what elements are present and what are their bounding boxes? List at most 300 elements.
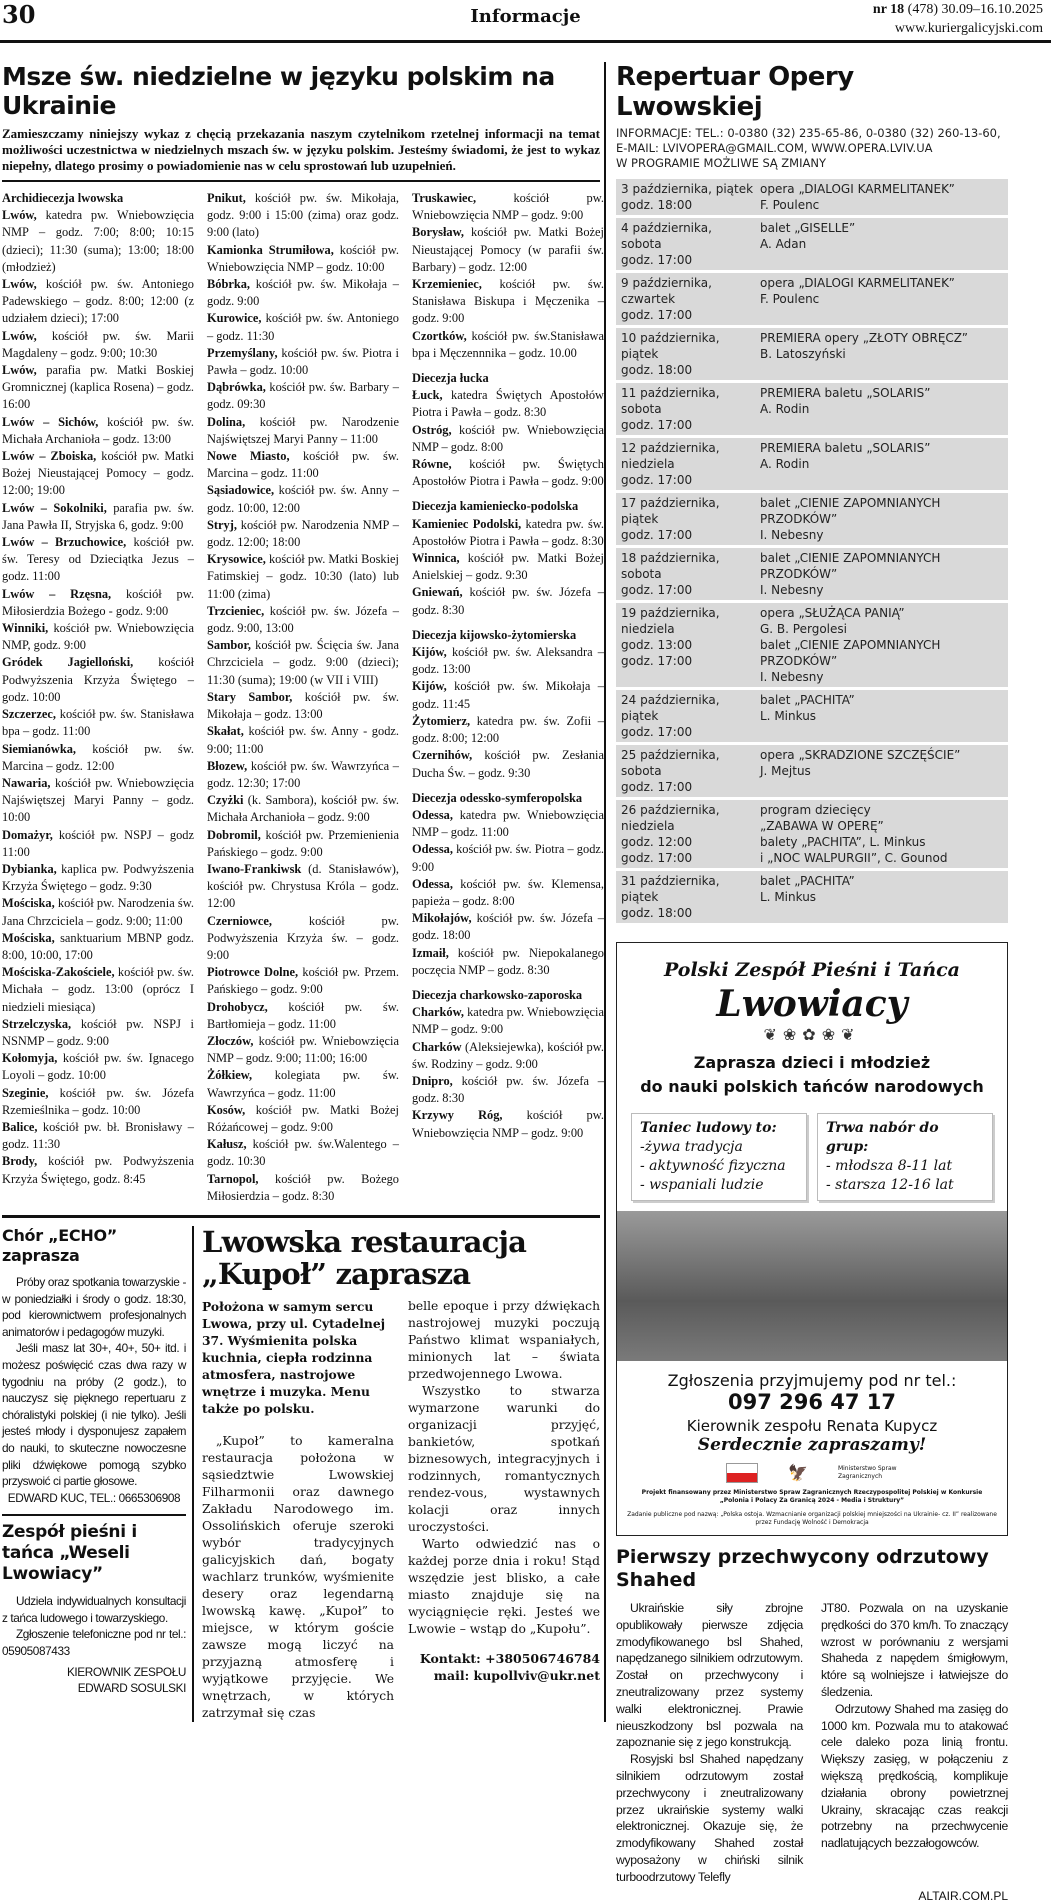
mass-details: kościół pw. Matki Bożej Nieustającej Pomocy (w parafii św. Barbary) – godz. 12:00 <box>412 225 604 274</box>
ministry-logo-text: Ministerstwo Spraw Zagranicznych <box>837 1465 897 1480</box>
mass-details: kościół pw. NSPJ i NSNMP – godz. 9:00 <box>2 1016 194 1048</box>
zespol-headline: Zespół pieśni i tańca „Weseli Lwowiacy” <box>2 1522 137 1585</box>
church-location: Izmaił, <box>412 945 449 960</box>
church-location: Lwów, <box>2 328 37 343</box>
mass-entry <box>207 1102 399 1136</box>
mass-entry <box>2 328 194 362</box>
performance-program <box>760 747 1003 795</box>
divider <box>2 180 600 182</box>
mass-details: kościół pw. św. Józefa Rzemieślnika – godz. 10:00 <box>2 1085 194 1117</box>
right-section <box>616 62 1008 1904</box>
church-location: Żytomierz, <box>412 713 471 728</box>
date-line: godz. 17:00 <box>621 308 693 322</box>
kupol-lead: Położona w samym sercu Lwowa, przy ul. Cytadelnej 37. Wyśmienita polska kuchnia, ciepła rodzinna atmosfera, nastrojowe wnętrze i muzyka. Menu także po polsku. <box>202 1298 386 1416</box>
mass-entry <box>207 517 399 551</box>
program-line: A. Rodin <box>760 402 810 416</box>
church-location: Lwów – Sichów, <box>2 414 99 429</box>
mass-entry <box>207 482 399 516</box>
paragraph: Wszystko to stwarza wymarzone warunki do organizacji przyjęć, bankietów, spotkań biznesowych, integracyjnych i rodzinnych, romantycznych rendez-vous, wystawnych kolacji oraz innych uroczystości. <box>408 1383 600 1534</box>
mass-entry <box>412 644 604 678</box>
mass-details: (d. Stanisławów), kościół pw. Chrystusa Króla – godz. 12:00 <box>207 861 399 911</box>
mass-details: kościół pw. św. Mikołaja, godz. 9:00 i 15:00 (zima) oraz godz. 9:00 (lato) <box>207 191 399 240</box>
mass-entry <box>207 827 399 861</box>
mass-details: katedra Świętych Apostołów Piotra i Pawła – godz. 8:30 <box>412 388 604 420</box>
mass-entry <box>2 1085 194 1119</box>
mass-details: kościół pw. Wniebowzięcia NMP – godz. 9:00 <box>412 1108 604 1140</box>
program-line: „ZABAWA W OPERĘ” <box>760 819 884 833</box>
date-line: godz. 17:00 <box>621 418 693 432</box>
mass-entry <box>412 328 604 362</box>
opera-row <box>616 690 1008 742</box>
program-line: J. Mejtus <box>760 764 811 778</box>
opera-row <box>616 548 1008 600</box>
church-location: Winniki, <box>2 621 49 636</box>
church-location: Czerniowce, <box>207 913 273 928</box>
program-line: opera „SŁUŻĄCA PANIĄ” <box>760 606 905 620</box>
church-location: Łuck, <box>412 388 443 403</box>
mass-details: katedra pw. św. Zofii – godz. 8:00; 12:00 <box>412 713 604 746</box>
church-location: Kamionka Strumiłowa, <box>207 242 334 257</box>
mass-details: kościół pw. Podwyższenia Krzyża św. – godz. 9:00 <box>207 913 399 962</box>
shahed-source: ALTAIR.COM.PL <box>918 1888 1008 1903</box>
paragraph: belle epoque i przy dźwiękach nastrojowej muzyki poczują Państwo klimat wspaniałych, minionych lat – świata przedwojennego Lwowa. <box>408 1298 600 1381</box>
mass-entry <box>207 689 399 723</box>
msze-headline: Msze św. niedzielne w języku polskim na Ukrainie <box>2 62 555 120</box>
mass-details: kościół pw. św.Walentego – godz. 10:30 <box>207 1137 399 1169</box>
church-location: Iwano-Frankiwsk <box>207 861 302 876</box>
church-location: Gniewań, <box>412 585 463 600</box>
diocese-heading: Diecezja odessko-symferopolska <box>412 790 583 805</box>
ad-call: Zgłoszenia przyjmujemy pod nr tel.: <box>667 1371 957 1390</box>
church-location: Dolina, <box>207 414 246 429</box>
mass-entry <box>207 758 399 792</box>
opera-info-line: W PROGRAMIE MOŻLIWE SĄ ZMIANY <box>616 156 826 170</box>
church-location: Strzelczyska, <box>2 1016 72 1031</box>
ad-invite <box>617 1051 1007 1099</box>
program-line: L. Minkus <box>760 709 817 723</box>
church-location: Dobromil, <box>207 827 261 842</box>
mass-entry <box>412 807 604 841</box>
mass-entry <box>2 534 194 586</box>
performance-date <box>621 330 760 378</box>
ad-card-dance <box>631 1113 807 1201</box>
ad-invite-line: do nauki polskich tańców narodowych <box>640 1077 984 1096</box>
mass-details: kościół pw. św. Antoniego – godz. 11:30 <box>207 311 399 343</box>
zespol-signature: EDWARD SOSULSKI <box>77 1681 186 1696</box>
mass-entry <box>207 1067 399 1101</box>
program-line: balet „CIENIE ZAPOMNIANYCH PRZODKÓW” <box>760 638 941 668</box>
mass-details: katedra pw. św. Apostołów Piotra i Pawła – godz. 8:30 <box>412 516 605 548</box>
opera-headline: Repertuar Opery Lwowskiej <box>616 62 854 122</box>
mass-details: kościół pw. św. Ignacego Loyoli – godz. 10:00 <box>2 1051 194 1083</box>
church-location: Brody, <box>2 1154 38 1169</box>
church-location: Nowe Miasto, <box>207 449 290 464</box>
mass-entry <box>207 448 399 482</box>
mass-details: kościół pw. św. Józefa – godz. 8:30 <box>412 1073 604 1106</box>
paragraph: Próby oraz spotkania towarzyskie - w poniedziałki i środy o godz. 18:30, pod kierownictwem profesjonalnych animatorów i pedagogów muzyki. <box>2 1274 186 1339</box>
mass-entry <box>2 741 194 775</box>
kupol-phone: Kontakt: +380506746784 <box>419 1650 600 1666</box>
mass-details: kościół pw. św. Teresy od Dzieciątka Jezus – godz. 11:00 <box>2 535 194 584</box>
date-line: 25 października, sobota <box>621 748 720 778</box>
mass-entry <box>412 224 604 276</box>
polish-flag-icon <box>726 1463 758 1483</box>
mass-details: kościół pw. św. Mikołaja – godz. 9:00 <box>207 277 399 309</box>
program-line: B. Latoszyński <box>760 347 846 361</box>
mass-entry <box>412 713 604 747</box>
dancers-photo <box>617 1211 1007 1361</box>
performance-date <box>621 692 760 740</box>
mass-entry <box>412 1004 604 1038</box>
mass-entry <box>207 310 399 344</box>
performance-date <box>621 873 760 921</box>
mass-details: kościół pw. św. Stanisława Biskupa i Męczenika – godz. 9:00 <box>412 277 604 326</box>
opera-repertoire-table <box>616 179 1008 926</box>
church-location: Stryj, <box>207 517 237 532</box>
mass-entry <box>207 637 399 689</box>
divider <box>2 1215 600 1218</box>
date-line: 24 października, piątek <box>621 693 720 723</box>
divider <box>2 1514 186 1516</box>
mass-details: kościół pw. Świętych Apostołów Piotra i Pawła – godz. 9:00 <box>412 457 604 489</box>
ad-ensemble: Polski Zespół Pieśni i Tańca <box>664 959 960 981</box>
mass-details: kościół pw. Matki Bożej Anielskiej – godz. 9:30 <box>412 551 604 583</box>
performance-date <box>621 220 760 268</box>
msze-intro: Zamieszczamy niniejszy wykaz z chęcią przekazania naszym czytelnikom rzetelnej informacji na temat możliwości uczestnictwa w niedzielnych mszach św. w języku polskim. Jesteśmy świadomi, że jest to wykaz niepełny, dlatego prosimy o powiadomienie nas w celu sprostowań lub uzupełnień. <box>2 126 600 173</box>
church-location: Trzcieniec, <box>207 603 265 618</box>
program-line: balet „CIENIE ZAPOMNIANYCH PRZODKÓW” <box>760 551 941 581</box>
kupol-contact <box>408 1650 600 1684</box>
diocese-heading: Diecezja kijowsko-żytomierska <box>412 627 577 642</box>
program-line: I. Nebesny <box>760 583 824 597</box>
mass-entry <box>2 861 194 895</box>
program-line: PREMIERA baletu „SOLARIS” <box>760 386 931 400</box>
performance-program <box>760 802 1003 866</box>
ad-invite-line: Zaprasza dzieci i młodzież <box>693 1053 931 1072</box>
church-location: Borysław, <box>412 225 464 240</box>
mass-details: kościół pw. Zesłania Ducha Św. – godz. 9:30 <box>412 748 604 780</box>
date-line: 12 października, niedziela <box>621 441 720 471</box>
program-line: A. Adan <box>760 237 807 251</box>
mass-details: kościół pw. Narodzenia NMP – godz. 12:00; 18:00 <box>207 517 399 550</box>
performance-date <box>621 605 760 685</box>
mass-entry <box>207 603 399 637</box>
opera-row <box>616 603 1008 687</box>
church-location: Złoczów, <box>207 1033 254 1048</box>
issue-number: nr 18 <box>872 2 905 17</box>
mass-entry <box>207 551 399 603</box>
mass-details: kościół pw. Matki Boskiej Fatimskiej – godz. 10:30 (lato) lub 11:00 (zima) <box>207 552 399 601</box>
performance-date <box>621 495 760 543</box>
opera-info <box>616 126 1008 171</box>
mass-details: kościół pw. św. Marcina – godz. 11:00 <box>207 449 400 481</box>
mass-entry <box>2 827 194 861</box>
mass-entry <box>207 379 399 413</box>
folk-ornament-icon: ❦❀✿❀❦ <box>763 1027 861 1044</box>
church-location: Tarnopol, <box>207 1171 259 1186</box>
performance-program <box>760 181 1003 213</box>
opera-info-line: INFORMACJE: TEL.: 0-0380 (32) 235-65-86, 0-0380 (32) 260-13-60, <box>616 126 1001 140</box>
program-line: opera „DIALOGI KARMELITANEK” <box>760 276 955 290</box>
performance-program <box>760 275 1003 323</box>
program-line: I. Nebesny <box>760 528 824 542</box>
mass-entry <box>207 276 399 310</box>
church-location: Balice, <box>2 1119 38 1134</box>
card-item: - wspaniali ludzie <box>640 1177 764 1193</box>
church-location: Skałat, <box>207 724 244 739</box>
ad-card-recruit <box>817 1113 993 1201</box>
mass-details: katedra pw. Wniebowzięcia NMP – godz. 7:00; 8:00; 10:15 (dzieci); 11:30 (suma); 13:00; 18:00 (młodzież) <box>2 208 194 274</box>
program-line: balet „PACHITA” <box>760 874 855 888</box>
church-location: Lwów – Brzuchowice, <box>2 535 127 550</box>
mass-details: kościół pw. Wniebowzięcia NMP, godz. 9:00 <box>2 621 194 653</box>
opera-info-line: E-MAIL: LVIVOPERA@GMAIL.COM, WWW.OPERA.LVIV.UA <box>616 141 933 155</box>
date-line: 10 października, piątek <box>621 331 720 361</box>
paragraph: Ukraińskie siły zbrojne opublikowały pierwsze zdjęcia zmodyfikowanego bsl Shahed, napędzanego silnikiem odrzutowym. Został on przechwycony i zneutralizowany przez systemy walki elektronicznej. Prawie nieuszkodzony bsl pozwala na zapoznanie się z jego konstrukcją. <box>616 1601 803 1750</box>
echo-signature: EDWARD KUC, TEL.: 0665306908 <box>7 1490 181 1505</box>
performance-program <box>760 873 1003 921</box>
mass-details: kościół pw. Matki Bożej Różańcowej – godz. 9:00 <box>207 1102 399 1134</box>
mass-entry <box>2 414 194 448</box>
church-location: Szczerzec, <box>2 707 56 722</box>
mass-column-2 <box>207 190 399 1205</box>
church-location: Równe, <box>412 457 452 472</box>
opera-row <box>616 383 1008 435</box>
mass-entry <box>2 930 194 964</box>
mass-details: kaplica pw. Podwyższenia Krzyża Świętego – godz. 9:30 <box>2 861 194 894</box>
church-location: Kałusz, <box>207 1137 247 1152</box>
mass-entry <box>412 456 604 490</box>
mass-details: kościół pw. św.Stanisława bpa i Męczennnika – godz. 10.00 <box>412 328 604 360</box>
church-location: Truskawiec, <box>412 191 477 205</box>
mass-details: kościół pw. św. Józefa – godz. 9:00, 13:00 <box>207 603 399 636</box>
mass-details: katedra pw. Wniebowzięcia NMP – godz. 9:00 <box>412 1005 605 1037</box>
church-location: Siemianówka, <box>2 741 77 756</box>
mass-details: kościół pw. Wniebowzięcia Najświętszej Maryi Panny – godz. 10:00 <box>2 775 194 825</box>
performance-program <box>760 385 1003 433</box>
church-location: Winnica, <box>412 551 460 566</box>
performance-date <box>621 440 760 488</box>
church-location: Sambor, <box>207 638 251 653</box>
ad-leader: Kierownik zespołu Renata Kupycz <box>686 1417 938 1435</box>
mass-entry <box>2 706 194 740</box>
diocese-heading: Diecezja charkowsko-zaporoska <box>412 987 583 1002</box>
mass-entry <box>2 207 194 276</box>
mass-details: kościół pw. Przem. Pańskiego – godz. 9:00 <box>207 965 399 997</box>
mass-details: kościół pw. Wniebowzięcia NMP – godz. 9:00 <box>412 191 604 223</box>
church-location: Charków <box>412 1039 462 1054</box>
paragraph: „Kupoł” to kameralna restauracja położona w sąsiedztwie Lwowskiej Filharmonii oraz dawnego Zakładu Narodowego im. Ossolińskich oferuje szeroki wybór tradycyjnych galicyjskich dań, bogaty wachlarz trunków, wyśmienite desery oraz legendarną lwowską kawę. „Kupoł” to miejsce, w którym goście zawsze mogą liczyć na przyjazną atmosferę i wyjątkowe przyjęcie. We wnętrzach, w których zatrzymał się czas <box>202 1433 394 1720</box>
date-line: godz. 17:00 <box>621 473 693 487</box>
mass-details: kolegiata pw. św. Wawrzyńca – godz. 11:00 <box>207 1068 399 1100</box>
mass-entry <box>412 910 604 944</box>
mass-entry <box>412 387 604 421</box>
lwowiacy-advertisement <box>616 942 1008 1536</box>
mass-details: kościół pw. św. Bartłomieja – godz. 11:00 <box>207 999 399 1031</box>
issue-dates: (478) 30.09–16.10.2025 <box>904 2 1043 17</box>
church-location: Lwów, <box>2 208 37 223</box>
mass-details: kościół pw. św. Józefa – godz. 8:30 <box>412 585 604 617</box>
mass-details: kościół pw. Niepokalanego poczęcia NMP – godz. 8:30 <box>412 945 604 977</box>
paragraph: Rosyjski bsl Shahed napędzany silnikiem odrzutowym został przechwycony i zneutralizowany przez ukraińskie systemy walki elektronicznej. Okazuje się, że zmodyfikowany Shahed został wyposażony w chiński silnik turboodrzutowy Telefly <box>616 1752 803 1884</box>
mass-details: kościół pw. św. Piotra i Pawła – godz. 10:00 <box>207 345 399 378</box>
church-location: Lwów – Sokolniki, <box>2 500 107 515</box>
church-location: Mościska, <box>2 896 55 911</box>
church-location: Lwów, <box>2 363 37 378</box>
mass-entry <box>207 190 399 242</box>
program-line: balet „PACHITA” <box>760 693 855 707</box>
mass-entry <box>2 1119 194 1153</box>
ad-funding: Projekt finansowany przez Ministerstwo Spraw Zagranicznych Rzeczypospolitej Polskiej w Konkursie „Polonia i Polacy Za Granicą 2024 - Media i Struktury” <box>641 1489 983 1504</box>
program-line: I. Nebesny <box>760 670 824 684</box>
mass-entry <box>2 448 194 500</box>
mass-details: kościół pw. św. Anny – godz. 10:00, 12:00 <box>207 483 399 515</box>
mass-entry <box>2 586 194 620</box>
date-line: godz. 13:00 <box>621 638 693 652</box>
card-title: Taniec ludowy to: <box>640 1120 777 1136</box>
section-title: Informacje <box>470 6 581 27</box>
program-line: program dziecięcy <box>760 803 871 817</box>
mass-entry <box>207 242 399 276</box>
mass-details: kościół pw. Bożego Miłosierdzia – godz. 8:30 <box>207 1171 399 1203</box>
mass-details: kościół pw. św. Klemensa, papieża – godz. 8:00 <box>412 876 604 908</box>
mass-details: kościół pw. św. Marii Magdaleny – godz. 9:00; 10:30 <box>2 328 194 360</box>
mass-details: kościół pw. św. Mikołaja – godz. 11:45 <box>412 679 604 711</box>
paragraph: Udziela indywidualnych konsultacji z tańca ludowego i towarzyskiego. <box>2 1594 186 1625</box>
performance-program <box>760 550 1003 598</box>
mass-details: (Aleksiejewka), kościół pw. św. Rodziny – godz. 9:00 <box>412 1039 604 1071</box>
mass-details: kościół pw. Matki Bożej Nieustającej Pomocy – godz. 12:00; 19:00 <box>2 449 194 498</box>
opera-row <box>616 871 1008 923</box>
church-location: Pnikut, <box>207 191 246 205</box>
date-line: godz. 17:00 <box>621 780 693 794</box>
opera-row <box>616 179 1008 215</box>
performance-program <box>760 692 1003 740</box>
mass-entry <box>207 1171 399 1205</box>
mass-column-1 <box>2 190 194 1205</box>
performance-program <box>760 605 1003 685</box>
church-location: Kamieniec Podolski, <box>412 516 522 531</box>
mass-details: kościół pw. Wniebowzięcia NMP – godz. 10:00 <box>207 242 399 274</box>
mass-entry <box>412 516 604 550</box>
mass-entry <box>2 654 194 706</box>
mass-entry <box>412 422 604 456</box>
church-location: Bóbrka, <box>207 277 251 292</box>
website-link[interactable]: www.kuriergalicyjski.com <box>894 21 1043 36</box>
opera-row <box>616 493 1008 545</box>
date-line: godz. 17:00 <box>621 528 693 542</box>
church-location: Kosów, <box>207 1102 246 1117</box>
church-location: Gródek Jagielloński, <box>2 655 134 670</box>
zespol-signature: KIEROWNIK ZESPOŁU <box>66 1664 186 1679</box>
opera-row <box>616 438 1008 490</box>
paragraph: Odrzutowy Shahed ma zasięg do 1000 km. Pozwala mu to atakować cele daleko poza linią frontu. Większy zasięg, w połączeniu z większą prędkością, komplikuje działania obrony powietrznej Ukrainy, skracając czas reakcji potrzebny na przechwycenie nadlatujących bezzałogowców. <box>821 1701 1008 1851</box>
kupol-headline: Lwowska restauracja „Kupoł” zaprasza <box>202 1224 527 1291</box>
mass-details: parafia pw. św. Jana Pawła II, Stryjska 6, godz. 9:00 <box>2 500 194 532</box>
date-line: godz. 17:00 <box>621 851 693 865</box>
date-line: godz. 12:00 <box>621 835 693 849</box>
echo-headline: Chór „ECHO” zaprasza <box>2 1225 117 1265</box>
kupol-email[interactable]: mail: kupollviv@ukr.net <box>433 1667 600 1683</box>
mass-details: kościół pw. św. Barbary – godz. 09:30 <box>207 380 399 412</box>
mass-details: kościół pw. św. Aleksandra – godz. 13:00 <box>412 645 604 677</box>
mass-details: kościół Podwyższenia Krzyża Świętego – godz. 10:00 <box>2 655 195 704</box>
church-location: Czyżki <box>207 793 244 808</box>
date-line: godz. 17:00 <box>621 725 693 739</box>
date-line: 3 października, piątek <box>621 182 754 196</box>
mass-entry <box>207 913 399 965</box>
church-location: Czernihów, <box>412 748 473 763</box>
mass-entry <box>207 792 399 826</box>
mass-entry <box>207 414 399 448</box>
kupol-column-2 <box>408 1298 600 1722</box>
mass-details: kościół pw. Wniebowzięcia NMP – godz. 8:00 <box>412 422 604 454</box>
mass-entry <box>2 1153 194 1187</box>
date-line: godz. 17:00 <box>621 654 693 668</box>
mass-details: kościół pw. bł. Bronisławy – godz. 11:30 <box>2 1119 194 1152</box>
card-item: -żywa tradycja <box>640 1139 743 1155</box>
mass-entry <box>412 1107 604 1141</box>
church-location: Krzemieniec, <box>412 277 482 292</box>
date-line: 19 października, niedziela <box>621 606 720 636</box>
mass-details: katedra pw. Wniebowzięcia NMP – godz. 11:00 <box>412 807 604 840</box>
paragraph: JT80. Pozwala on na uzyskanie prędkości do 370 km/h. To znaczący wzrost w porównaniu z wersjami Shaheda z napędem śmigłowym, które są wolniejsze i łatwiejsze do śledzenia. <box>821 1601 1008 1699</box>
paragraph: Warto odwiedzić nas o każdej porze dnia i roku! Stąd wszędzie jest blisko, a całe miasto znajduje się na wyciągnięcie ręki. Jesteś we Lwowie – wstąp do „Kupołu”. <box>408 1536 600 1636</box>
mass-entry <box>2 500 194 534</box>
church-location: Odessa, <box>412 876 453 891</box>
church-location: Piotrowce Dolne, <box>207 965 299 980</box>
church-location: Stary Sambor, <box>207 689 293 704</box>
paragraph: Jeśli masz lat 30+, 40+, 50+ itd. i możesz poświęcić czas dwa razy w tygodniu na próby (2 godz.), to nauczysz się pięknego repertuaru z chóralistyki polskiej (i nie tylko). Jeśli jesteś młody i dysponujesz zapałem do nauki, to skuteczne nowoczesne pliki dźwiękowe pomogą szybko przyswoić ci partie głosowe. <box>2 1341 186 1489</box>
program-line: F. Poulenc <box>760 198 820 212</box>
program-line: balet „CIENIE ZAPOMNIANYCH PRZODKÓW” <box>760 496 941 526</box>
performance-date <box>621 385 760 433</box>
issue-info <box>873 0 1043 38</box>
mass-details: kościół pw. św. Antoniego Padewskiego – godz. 8:00; 12:00 (z udziałem dzieci); 17:00 <box>2 277 194 326</box>
performance-program <box>760 440 1003 488</box>
mass-details: kościół pw. Narodzenie Najświętszej Maryi Panny – 11:00 <box>207 414 399 446</box>
mass-entry <box>412 945 604 979</box>
ad-welcome: Serdecznie zapraszamy! <box>697 1435 927 1455</box>
mass-details: kościół pw. św. Wawrzyńca – godz. 12:30; 17:00 <box>207 758 399 790</box>
performance-program <box>760 495 1003 543</box>
opera-row <box>616 800 1008 868</box>
card-item: - aktywność fizyczna <box>640 1158 786 1174</box>
performance-date <box>621 747 760 795</box>
mass-entry <box>412 276 604 328</box>
mass-entry <box>412 584 604 618</box>
church-location: Lwów – Zboiska, <box>2 449 97 464</box>
mass-entry <box>207 861 399 913</box>
mass-details: kościół pw. Wniebowzięcia NMP – godz. 9:00; 11:00; 16:00 <box>207 1033 399 1066</box>
ad-phone: 097 296 47 17 <box>727 1390 897 1414</box>
mass-details: parafia pw. Matki Boskiej Gromnicznej (kaplica Rosena) – godz. 16:00 <box>2 363 194 412</box>
mass-details: kościół pw. Narodzenia św. Jana Chrzciciela – godz. 9:00; 11:00 <box>2 896 194 928</box>
mass-details: kościół pw. św. Józefa – godz. 18:00 <box>412 911 604 943</box>
mass-details: kościół pw. Miłosierdzia Bożego - godz. 9:00 <box>2 586 194 618</box>
mass-column-3 <box>412 190 604 1205</box>
program-line: G. B. Pergolesi <box>760 622 847 636</box>
opera-row <box>616 218 1008 270</box>
diocese-heading: Diecezja kamieniecko-podolska <box>412 499 579 514</box>
ad-task: Zadanie publiczne pod nazwą: „Polska ostoja. Wzmacnianie organizacji polskiej mniejszości na Ukrainie- cz. II” realizowane przez Fundację Wolność i Demokracja <box>627 1511 997 1526</box>
shahed-column-1 <box>616 1600 803 1886</box>
paragraph: Zgłoszenie telefoniczne pod nr tel.: 05905087433 <box>2 1627 186 1659</box>
mass-entry <box>207 723 399 757</box>
church-location: Błozew, <box>207 758 248 773</box>
church-location: Lwów, <box>2 277 37 292</box>
program-line: opera „DIALOGI KARMELITANEK” <box>760 182 955 196</box>
